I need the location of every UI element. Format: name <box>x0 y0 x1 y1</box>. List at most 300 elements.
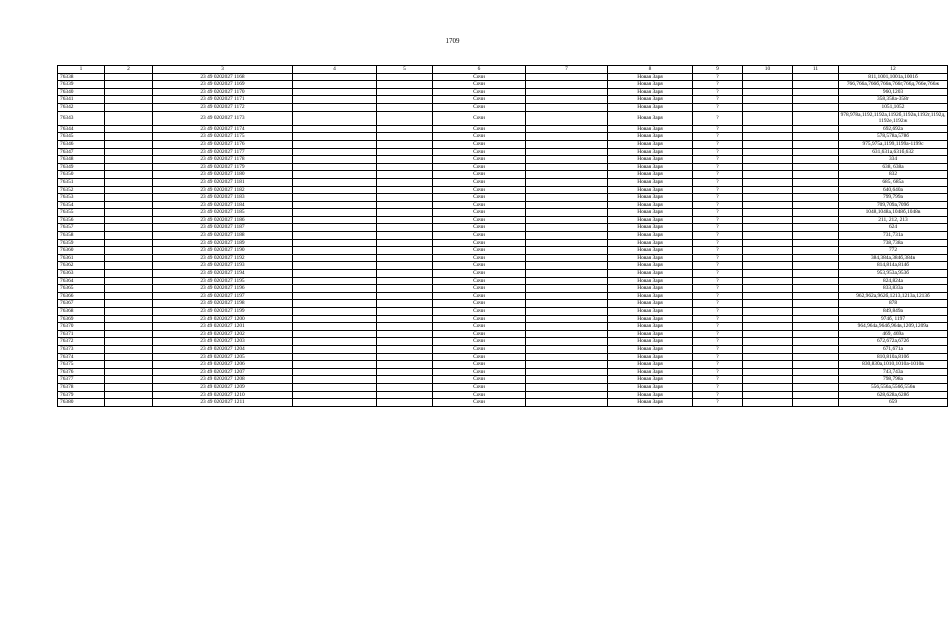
city-cell: Сочи <box>433 201 526 209</box>
col-5 <box>377 262 433 270</box>
object-code: 23 49 0202027 1180 <box>153 171 293 179</box>
col-5 <box>377 209 433 217</box>
col-4 <box>293 156 377 164</box>
city-cell: Сочи <box>433 330 526 338</box>
street-cell: Новая Заря <box>608 300 693 308</box>
col-2 <box>105 103 153 111</box>
street-cell: Новая Заря <box>608 315 693 323</box>
house-numbers: 731,731а <box>839 232 948 240</box>
status-cell: ? <box>693 163 743 171</box>
col-2 <box>105 292 153 300</box>
col-5 <box>377 247 433 255</box>
col-4 <box>293 81 377 89</box>
record-number: 76363 <box>58 270 105 278</box>
col-7 <box>526 262 608 270</box>
column-header: 12 <box>839 66 948 74</box>
col-5 <box>377 254 433 262</box>
col-10 <box>743 156 793 164</box>
column-header: 7 <box>526 66 608 74</box>
object-code: 23 49 0202027 1206 <box>153 361 293 369</box>
col-10 <box>743 96 793 104</box>
city-cell: Сочи <box>433 96 526 104</box>
col-11 <box>793 133 839 141</box>
city-cell: Сочи <box>433 315 526 323</box>
col-5 <box>377 399 433 407</box>
status-cell: ? <box>693 111 743 125</box>
col-7 <box>526 383 608 391</box>
table-row <box>58 186 948 194</box>
object-code: 23 49 0202027 1202 <box>153 330 293 338</box>
col-7 <box>526 125 608 133</box>
col-2 <box>105 125 153 133</box>
record-number: 76345 <box>58 133 105 141</box>
status-cell: ? <box>693 270 743 278</box>
col-7 <box>526 277 608 285</box>
street-cell: Новая Заря <box>608 232 693 240</box>
col-5 <box>377 216 433 224</box>
col-2 <box>105 140 153 148</box>
col-10 <box>743 323 793 331</box>
col-2 <box>105 133 153 141</box>
status-cell: ? <box>693 353 743 361</box>
record-number: 76368 <box>58 308 105 316</box>
status-cell: ? <box>693 216 743 224</box>
col-2 <box>105 285 153 293</box>
status-cell: ? <box>693 133 743 141</box>
col-4 <box>293 323 377 331</box>
col-4 <box>293 254 377 262</box>
city-cell: Сочи <box>433 156 526 164</box>
status-cell: ? <box>693 125 743 133</box>
col-7 <box>526 216 608 224</box>
col-4 <box>293 262 377 270</box>
house-numbers: 799,799а <box>839 194 948 202</box>
status-cell: ? <box>693 376 743 384</box>
col-7 <box>526 315 608 323</box>
col-11 <box>793 254 839 262</box>
table-row <box>58 376 948 384</box>
status-cell: ? <box>693 383 743 391</box>
table-row <box>58 103 948 111</box>
status-cell: ? <box>693 308 743 316</box>
street-cell: Новая Заря <box>608 323 693 331</box>
city-cell: Сочи <box>433 338 526 346</box>
col-7 <box>526 323 608 331</box>
table-row <box>58 140 948 148</box>
col-7 <box>526 353 608 361</box>
record-number: 76372 <box>58 338 105 346</box>
col-11 <box>793 361 839 369</box>
table-row <box>58 399 948 407</box>
col-11 <box>793 315 839 323</box>
col-4 <box>293 96 377 104</box>
col-7 <box>526 163 608 171</box>
col-10 <box>743 232 793 240</box>
city-cell: Сочи <box>433 292 526 300</box>
col-4 <box>293 292 377 300</box>
col-2 <box>105 163 153 171</box>
object-code: 23 49 0202027 1199 <box>153 308 293 316</box>
col-7 <box>526 285 608 293</box>
object-code: 23 49 0202027 1176 <box>153 140 293 148</box>
col-11 <box>793 81 839 89</box>
col-10 <box>743 308 793 316</box>
col-10 <box>743 262 793 270</box>
house-numbers: 975,975а,1199,1199а-1199с <box>839 140 948 148</box>
col-10 <box>743 361 793 369</box>
city-cell: Сочи <box>433 353 526 361</box>
col-11 <box>793 383 839 391</box>
house-numbers: 766,766а,766б,766в,766г,766д,766е,766ж <box>839 81 948 89</box>
city-cell: Сочи <box>433 247 526 255</box>
col-5 <box>377 277 433 285</box>
col-7 <box>526 247 608 255</box>
record-number: 76361 <box>58 254 105 262</box>
house-numbers: 978,978а,1192,1192а,1192б,1192в,1192г,1192д,1192е,1192ж <box>839 111 948 125</box>
col-7 <box>526 232 608 240</box>
col-10 <box>743 140 793 148</box>
col-7 <box>526 73 608 81</box>
table-row <box>58 156 948 164</box>
col-2 <box>105 323 153 331</box>
street-cell: Новая Заря <box>608 285 693 293</box>
status-cell: ? <box>693 239 743 247</box>
col-4 <box>293 376 377 384</box>
col-2 <box>105 361 153 369</box>
col-11 <box>793 216 839 224</box>
table-row <box>58 262 948 270</box>
status-cell: ? <box>693 277 743 285</box>
record-number: 76379 <box>58 391 105 399</box>
col-10 <box>743 292 793 300</box>
col-2 <box>105 330 153 338</box>
street-cell: Новая Заря <box>608 201 693 209</box>
col-5 <box>377 73 433 81</box>
col-5 <box>377 308 433 316</box>
col-7 <box>526 254 608 262</box>
house-numbers: 810,810а,810б <box>839 353 948 361</box>
col-4 <box>293 308 377 316</box>
col-5 <box>377 140 433 148</box>
status-cell: ? <box>693 254 743 262</box>
object-code: 23 49 0202027 1177 <box>153 148 293 156</box>
col-11 <box>793 224 839 232</box>
col-5 <box>377 338 433 346</box>
object-code: 23 49 0202027 1198 <box>153 300 293 308</box>
col-7 <box>526 300 608 308</box>
col-5 <box>377 96 433 104</box>
col-10 <box>743 88 793 96</box>
col-7 <box>526 148 608 156</box>
house-numbers: 1051,1052 <box>839 103 948 111</box>
table-row <box>58 308 948 316</box>
status-cell: ? <box>693 368 743 376</box>
status-cell: ? <box>693 315 743 323</box>
col-5 <box>377 292 433 300</box>
col-10 <box>743 277 793 285</box>
record-number: 76343 <box>58 111 105 125</box>
record-number: 76351 <box>58 178 105 186</box>
object-code: 23 49 0202027 1181 <box>153 178 293 186</box>
col-5 <box>377 300 433 308</box>
col-5 <box>377 323 433 331</box>
status-cell: ? <box>693 247 743 255</box>
col-2 <box>105 262 153 270</box>
street-cell: Новая Заря <box>608 308 693 316</box>
house-numbers: 672,672а,672б <box>839 338 948 346</box>
object-code: 23 49 0202027 1184 <box>153 201 293 209</box>
street-cell: Новая Заря <box>608 194 693 202</box>
col-2 <box>105 73 153 81</box>
col-4 <box>293 103 377 111</box>
record-number: 76371 <box>58 330 105 338</box>
house-numbers: 814,814а,814б <box>839 262 948 270</box>
col-11 <box>793 247 839 255</box>
col-10 <box>743 330 793 338</box>
column-header: 11 <box>793 66 839 74</box>
col-5 <box>377 285 433 293</box>
object-code: 23 49 0202027 1179 <box>153 163 293 171</box>
street-cell: Новая Заря <box>608 262 693 270</box>
table-row <box>58 300 948 308</box>
col-11 <box>793 399 839 407</box>
street-cell: Новая Заря <box>608 125 693 133</box>
street-cell: Новая Заря <box>608 171 693 179</box>
column-header: 10 <box>743 66 793 74</box>
col-5 <box>377 383 433 391</box>
col-2 <box>105 111 153 125</box>
status-cell: ? <box>693 323 743 331</box>
table-row <box>58 315 948 323</box>
city-cell: Сочи <box>433 73 526 81</box>
col-2 <box>105 224 153 232</box>
house-numbers: 692,692а <box>839 125 948 133</box>
house-numbers: 830,830а,1010,1010а-1010в <box>839 361 948 369</box>
status-cell: ? <box>693 300 743 308</box>
column-header: 3 <box>153 66 293 74</box>
table-row <box>58 201 948 209</box>
status-cell: ? <box>693 285 743 293</box>
object-code: 23 49 0202027 1201 <box>153 323 293 331</box>
col-11 <box>793 262 839 270</box>
column-header: 8 <box>608 66 693 74</box>
col-2 <box>105 81 153 89</box>
col-11 <box>793 156 839 164</box>
col-7 <box>526 308 608 316</box>
city-cell: Сочи <box>433 361 526 369</box>
col-10 <box>743 186 793 194</box>
col-11 <box>793 300 839 308</box>
city-cell: Сочи <box>433 376 526 384</box>
table-row <box>58 361 948 369</box>
col-11 <box>793 323 839 331</box>
record-number: 76347 <box>58 148 105 156</box>
record-number: 76340 <box>58 88 105 96</box>
col-11 <box>793 239 839 247</box>
record-number: 76373 <box>58 345 105 353</box>
street-cell: Новая Заря <box>608 209 693 217</box>
table-row <box>58 148 948 156</box>
status-cell: ? <box>693 148 743 156</box>
city-cell: Сочи <box>433 148 526 156</box>
col-4 <box>293 111 377 125</box>
col-10 <box>743 111 793 125</box>
col-5 <box>377 81 433 89</box>
record-number: 76354 <box>58 201 105 209</box>
street-cell: Новая Заря <box>608 338 693 346</box>
col-7 <box>526 111 608 125</box>
record-number: 76355 <box>58 209 105 217</box>
object-code: 23 49 0202027 1189 <box>153 239 293 247</box>
object-code: 23 49 0202027 1172 <box>153 103 293 111</box>
object-code: 23 49 0202027 1182 <box>153 186 293 194</box>
object-code: 23 49 0202027 1190 <box>153 247 293 255</box>
col-11 <box>793 178 839 186</box>
col-4 <box>293 133 377 141</box>
col-7 <box>526 368 608 376</box>
col-2 <box>105 148 153 156</box>
table-row <box>58 171 948 179</box>
record-number: 76360 <box>58 247 105 255</box>
col-4 <box>293 201 377 209</box>
col-10 <box>743 376 793 384</box>
status-cell: ? <box>693 201 743 209</box>
col-7 <box>526 292 608 300</box>
col-5 <box>377 353 433 361</box>
col-10 <box>743 209 793 217</box>
status-cell: ? <box>693 96 743 104</box>
col-10 <box>743 247 793 255</box>
col-5 <box>377 178 433 186</box>
col-4 <box>293 315 377 323</box>
object-code: 23 49 0202027 1185 <box>153 209 293 217</box>
city-cell: Сочи <box>433 81 526 89</box>
col-11 <box>793 232 839 240</box>
col-11 <box>793 277 839 285</box>
col-11 <box>793 353 839 361</box>
col-10 <box>743 254 793 262</box>
col-10 <box>743 194 793 202</box>
col-10 <box>743 345 793 353</box>
table-row <box>58 224 948 232</box>
house-numbers: 811,1001,1001а,1001б <box>839 73 948 81</box>
object-code: 23 49 0202027 1193 <box>153 262 293 270</box>
col-2 <box>105 178 153 186</box>
object-code: 23 49 0202027 1204 <box>153 345 293 353</box>
col-4 <box>293 391 377 399</box>
street-cell: Новая Заря <box>608 96 693 104</box>
status-cell: ? <box>693 345 743 353</box>
col-2 <box>105 270 153 278</box>
col-7 <box>526 361 608 369</box>
col-2 <box>105 308 153 316</box>
table-row <box>58 232 948 240</box>
col-4 <box>293 383 377 391</box>
city-cell: Сочи <box>433 209 526 217</box>
city-cell: Сочи <box>433 277 526 285</box>
city-cell: Сочи <box>433 300 526 308</box>
col-2 <box>105 277 153 285</box>
table-row <box>58 368 948 376</box>
street-cell: Новая Заря <box>608 376 693 384</box>
house-numbers: 334 <box>839 156 948 164</box>
col-4 <box>293 224 377 232</box>
col-5 <box>377 103 433 111</box>
street-cell: Новая Заря <box>608 353 693 361</box>
city-cell: Сочи <box>433 383 526 391</box>
object-code: 23 49 0202027 1175 <box>153 133 293 141</box>
col-2 <box>105 368 153 376</box>
table-row <box>58 96 948 104</box>
table-row <box>58 277 948 285</box>
street-cell: Новая Заря <box>608 224 693 232</box>
street-cell: Новая Заря <box>608 111 693 125</box>
col-11 <box>793 345 839 353</box>
col-7 <box>526 133 608 141</box>
record-number: 76370 <box>58 323 105 331</box>
col-10 <box>743 399 793 407</box>
city-cell: Сочи <box>433 270 526 278</box>
object-code: 23 49 0202027 1178 <box>153 156 293 164</box>
status-cell: ? <box>693 156 743 164</box>
house-numbers: 628,628а,628б <box>839 391 948 399</box>
city-cell: Сочи <box>433 285 526 293</box>
house-numbers: 833,833а <box>839 285 948 293</box>
table-row <box>58 338 948 346</box>
col-11 <box>793 140 839 148</box>
street-cell: Новая Заря <box>608 368 693 376</box>
col-11 <box>793 186 839 194</box>
col-5 <box>377 125 433 133</box>
status-cell: ? <box>693 209 743 217</box>
col-5 <box>377 133 433 141</box>
col-7 <box>526 201 608 209</box>
col-4 <box>293 277 377 285</box>
col-11 <box>793 88 839 96</box>
house-numbers: 556,556а,556б,556в <box>839 383 948 391</box>
street-cell: Новая Заря <box>608 148 693 156</box>
street-cell: Новая Заря <box>608 254 693 262</box>
record-number: 76348 <box>58 156 105 164</box>
table-row <box>58 125 948 133</box>
table-row <box>58 254 948 262</box>
city-cell: Сочи <box>433 232 526 240</box>
col-11 <box>793 148 839 156</box>
record-number: 76366 <box>58 292 105 300</box>
record-number: 76344 <box>58 125 105 133</box>
house-numbers: 953,953а,953б <box>839 270 948 278</box>
col-2 <box>105 96 153 104</box>
page-number: 1709 <box>445 37 460 45</box>
col-11 <box>793 391 839 399</box>
col-4 <box>293 300 377 308</box>
object-code: 23 49 0202027 1174 <box>153 125 293 133</box>
street-cell: Новая Заря <box>608 163 693 171</box>
street-cell: Новая Заря <box>608 178 693 186</box>
status-cell: ? <box>693 103 743 111</box>
col-2 <box>105 338 153 346</box>
col-10 <box>743 133 793 141</box>
house-numbers: 211, 212, 213 <box>839 216 948 224</box>
city-cell: Сочи <box>433 163 526 171</box>
col-5 <box>377 239 433 247</box>
col-10 <box>743 163 793 171</box>
record-number: 76362 <box>58 262 105 270</box>
col-11 <box>793 111 839 125</box>
city-cell: Сочи <box>433 88 526 96</box>
col-4 <box>293 285 377 293</box>
col-2 <box>105 254 153 262</box>
